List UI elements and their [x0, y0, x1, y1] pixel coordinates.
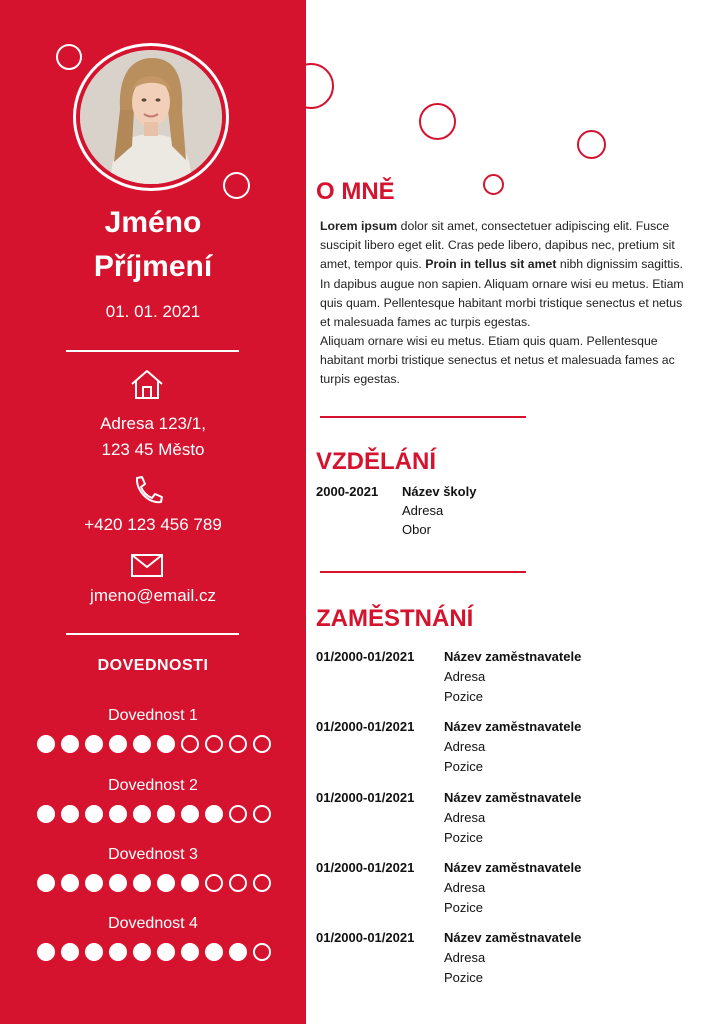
job-period: 01/2000-01/2021: [316, 930, 415, 945]
job-period: 01/2000-01/2021: [316, 790, 415, 805]
about-bold-1: Lorem ipsum: [320, 219, 398, 233]
skill-label: Dovednost 1: [108, 707, 198, 724]
skill-dot-filled: [181, 874, 199, 892]
envelope-icon: [127, 548, 167, 584]
divider: [66, 350, 239, 352]
about-text-2: nibh dignissim sagittis. In dapibus augue non sapien. Aliquam ornare wisi eu metus. Etiam quis quam. Pellentesque habitant morbi tristique senectus et netus et malesuada fames ac turpis egestas.: [320, 257, 684, 330]
skill-label: Dovednost 2: [108, 777, 198, 794]
skill-dot-empty: [253, 735, 271, 753]
decor-circle: [223, 172, 250, 199]
skill-dot-filled: [109, 943, 127, 961]
divider: [320, 571, 526, 573]
profile-photo: [80, 50, 222, 184]
job-entry: [316, 928, 706, 988]
school-address: Adresa: [402, 503, 444, 518]
skill-dot-filled: [133, 735, 151, 753]
email: jmeno@email.cz: [90, 586, 216, 605]
skill-dot-filled: [85, 805, 103, 823]
skill-dot-filled: [133, 805, 151, 823]
skill-dot-filled: [37, 805, 55, 823]
decor-circle: [288, 63, 334, 109]
school-field: Obor: [402, 522, 431, 537]
job-entry: [316, 858, 706, 918]
job-entry: [316, 788, 706, 848]
about-paragraph-2: Aliquam ornare wisi eu metus. Etiam quis quam. Pellentesque habitant morbi tristique senectus et netus et malesuada fames ac turpis egestas.: [320, 334, 675, 387]
skill-dot-filled: [37, 735, 55, 753]
address-line-1: Adresa 123/1,: [100, 414, 206, 433]
job-address: Adresa: [444, 810, 486, 825]
job-address: Adresa: [444, 880, 486, 895]
skill-dot-filled: [37, 943, 55, 961]
job-address: Adresa: [444, 669, 486, 684]
divider: [66, 633, 239, 635]
divider: [320, 416, 526, 418]
job-employer: Název zaměstnavatele: [444, 930, 582, 945]
job-entry: [316, 647, 706, 707]
job-employer: Název zaměstnavatele: [444, 790, 582, 805]
decor-circle: [483, 174, 504, 195]
skill-dot-empty: [253, 874, 271, 892]
skill-rating: [37, 805, 273, 823]
about-bold-2: Proin in tellus sit amet: [425, 257, 557, 272]
skill-dot-empty: [205, 874, 223, 892]
skill-dot-filled: [37, 874, 55, 892]
home-icon: [127, 366, 167, 402]
sidebar: [0, 0, 306, 1024]
skill-dot-filled: [157, 943, 175, 961]
profile-date: 01. 01. 2021: [105, 302, 201, 321]
skill-dot-filled: [109, 735, 127, 753]
job-period: 01/2000-01/2021: [316, 860, 415, 875]
job-address: Adresa: [444, 739, 486, 754]
job-position: Pozice: [444, 830, 484, 845]
first-name: Jméno: [104, 206, 202, 239]
job-position: Pozice: [444, 689, 484, 704]
skill-dot-empty: [229, 805, 247, 823]
skill-dot-filled: [157, 874, 175, 892]
decor-circle: [577, 130, 606, 159]
skill-dot-filled: [85, 874, 103, 892]
skill-dot-filled: [109, 805, 127, 823]
skill-dot-filled: [61, 943, 79, 961]
skill-dot-filled: [181, 943, 199, 961]
skill-dot-filled: [85, 735, 103, 753]
job-period: 01/2000-01/2021: [316, 719, 415, 734]
skill-dot-empty: [229, 874, 247, 892]
job-entry: [316, 717, 706, 777]
education-period: 2000-2021: [316, 484, 379, 499]
skill-label: Dovednost 3: [108, 846, 198, 863]
skill-rating: [37, 874, 273, 892]
school-name: Název školy: [402, 484, 477, 499]
skill-rating: [37, 943, 273, 961]
portrait-illustration: [80, 50, 222, 184]
decor-circle: [56, 44, 82, 70]
skill-dot-empty: [205, 735, 223, 753]
job-employer: Název zaměstnavatele: [444, 860, 582, 875]
skill-dot-filled: [181, 805, 199, 823]
job-position: Pozice: [444, 759, 484, 774]
skill-dot-empty: [181, 735, 199, 753]
about-paragraph-1: [320, 217, 692, 332]
job-address: Adresa: [444, 950, 486, 965]
skill-dot-filled: [85, 943, 103, 961]
job-employer: Název zaměstnavatele: [444, 719, 582, 734]
job-employer: Název zaměstnavatele: [444, 649, 582, 664]
about-text-1: dolor sit amet, consectetuer adipiscing elit. Fusce suscipit libero eget elit. Cras pede libero, dapibus nec, pretium sit amet, tempor quis.: [320, 219, 675, 272]
skill-dot-filled: [133, 943, 151, 961]
skill-dot-empty: [229, 735, 247, 753]
skill-label: Dovednost 4: [108, 915, 198, 932]
skill-dot-filled: [157, 735, 175, 753]
skill-dot-filled: [61, 874, 79, 892]
last-name: Příjmení: [93, 250, 213, 283]
skill-dot-empty: [253, 943, 271, 961]
about-title: O MNĚ: [316, 178, 395, 205]
skill-dot-filled: [229, 943, 247, 961]
job-position: Pozice: [444, 970, 484, 985]
skill-rating: [37, 735, 273, 753]
skill-dot-filled: [205, 805, 223, 823]
decor-circle: [419, 103, 456, 140]
skill-dot-filled: [109, 874, 127, 892]
skill-dot-filled: [61, 735, 79, 753]
skill-dot-filled: [133, 874, 151, 892]
skill-dot-filled: [205, 943, 223, 961]
address-line-2: 123 45 Město: [101, 440, 205, 459]
phone-number: +420 123 456 789: [84, 515, 222, 534]
skill-dot-empty: [253, 805, 271, 823]
skills-title: DOVEDNOSTI: [97, 657, 209, 674]
skill-dot-filled: [61, 805, 79, 823]
employment-title: ZAMĚSTNÁNÍ: [316, 605, 474, 632]
job-position: Pozice: [444, 900, 484, 915]
job-period: 01/2000-01/2021: [316, 649, 415, 664]
skill-dot-filled: [157, 805, 175, 823]
education-title: VZDĚLÁNÍ: [316, 448, 436, 475]
phone-icon: [127, 472, 167, 508]
